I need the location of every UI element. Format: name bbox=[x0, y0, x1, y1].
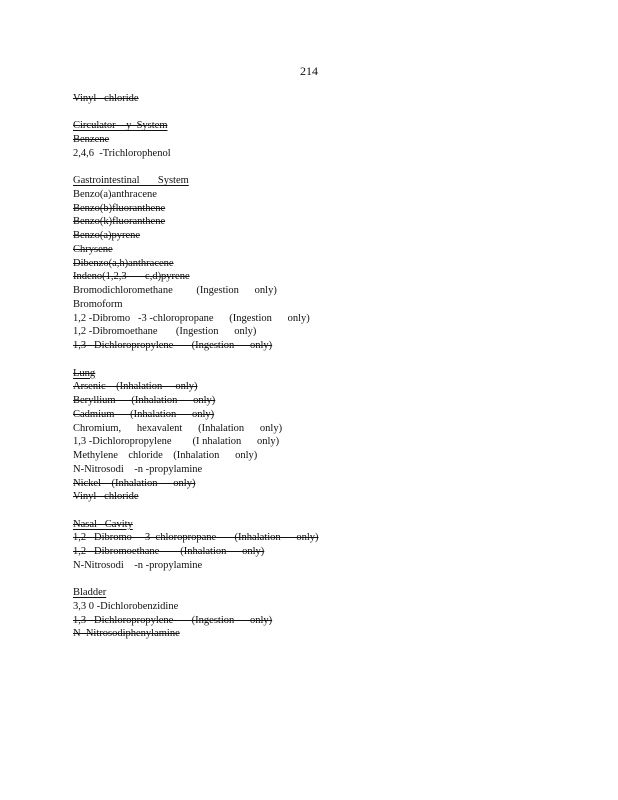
list-item-text: Nickel (Inhalation only) bbox=[73, 477, 196, 489]
list-item-text: Bromodichloromethane (Ingestion only) bbox=[73, 285, 277, 297]
list-item bbox=[73, 559, 553, 573]
list-item bbox=[73, 614, 553, 628]
list-item-text: 1,2 Dibromoethane (Inhalation only) bbox=[73, 546, 265, 558]
list-item-text: Dibenzo(a,h)anthracene bbox=[73, 257, 174, 269]
list-item-text: Benzo(k)fluoranthene bbox=[73, 216, 166, 228]
list-item bbox=[73, 312, 553, 326]
list-item-text: Methylene chloride (Inhalation only) bbox=[73, 450, 258, 462]
list-item bbox=[73, 188, 553, 202]
list-item-text: Chrysene bbox=[73, 243, 113, 255]
list-item-text: 1,2 -Dibromo -3 -chloropropane (Ingestion only) bbox=[73, 312, 310, 324]
list-item bbox=[73, 229, 553, 243]
list-item bbox=[73, 422, 553, 436]
section-heading bbox=[73, 586, 553, 600]
list-item bbox=[73, 133, 553, 147]
list-item bbox=[73, 257, 553, 271]
section-heading-text: Lung bbox=[73, 367, 96, 379]
list-item-text: Benzene bbox=[73, 134, 110, 146]
list-item-text: Vinyl chloride bbox=[73, 491, 139, 503]
list-item bbox=[73, 380, 553, 394]
list-item-text: 3,3 0 -Dichlorobenzidine bbox=[73, 600, 179, 612]
list-item bbox=[73, 92, 553, 106]
list-item bbox=[73, 545, 553, 559]
list-item bbox=[73, 243, 553, 257]
list-item-text: 1,2 -Dibromoethane (Ingestion only) bbox=[73, 326, 257, 338]
list-item-text: Indeno(1,2,3 c,d)pyrene bbox=[73, 271, 190, 283]
list-item bbox=[73, 270, 553, 284]
section-bladder bbox=[73, 586, 553, 641]
list-item bbox=[73, 600, 553, 614]
list-item bbox=[73, 627, 553, 641]
list-item-text: 1,3 -Dichloropropylene (I nhalation only) bbox=[73, 436, 280, 448]
list-item bbox=[73, 435, 553, 449]
list-item-text: Vinyl chloride bbox=[73, 93, 139, 104]
section-circulatory-system bbox=[73, 119, 553, 160]
list-item-text: N-Nitrosodi -n -propylamine bbox=[73, 463, 203, 475]
section-heading bbox=[73, 119, 553, 133]
section-heading bbox=[73, 518, 553, 532]
list-item bbox=[73, 463, 553, 477]
section-heading bbox=[73, 174, 553, 188]
list-item-text: Cadmium (Inhalation only) bbox=[73, 408, 215, 420]
list-item bbox=[73, 477, 553, 491]
list-item bbox=[73, 284, 553, 298]
section-heading-text: Gastrointestinal System bbox=[73, 175, 189, 187]
list-item-text: Arsenic (Inhalation only) bbox=[73, 381, 198, 393]
list-item-text: Beryllium (Inhalation only) bbox=[73, 395, 216, 407]
list-item bbox=[73, 449, 553, 463]
page-number: 214 bbox=[300, 64, 318, 78]
list-item bbox=[73, 408, 553, 422]
list-item-text: Benzo(a)pyrene bbox=[73, 230, 141, 242]
list-item bbox=[73, 531, 553, 545]
list-item bbox=[73, 147, 553, 161]
section-lung bbox=[73, 367, 553, 505]
list-item bbox=[73, 394, 553, 408]
list-item-text: 2,4,6 -Trichlorophenol bbox=[73, 147, 171, 159]
list-item bbox=[73, 325, 553, 339]
list-item-text: Chromium, hexavalent (Inhalation only) bbox=[73, 422, 283, 434]
list-item-text: Bromoform bbox=[73, 298, 123, 310]
list-item-text: N-Nitrosodi -n -propylamine bbox=[73, 559, 203, 571]
list-item-text: 1,2 Dibromo 3 chloropropane (Inhalation only) bbox=[73, 532, 319, 544]
section-nasal-cavity bbox=[73, 518, 553, 573]
list-item bbox=[73, 490, 553, 504]
list-item bbox=[73, 202, 553, 216]
chemical-list-document bbox=[73, 92, 553, 655]
section-gastrointestinal-system bbox=[73, 174, 553, 353]
list-item bbox=[73, 339, 553, 353]
list-item bbox=[73, 298, 553, 312]
section-heading-text: Nasal Cavity bbox=[73, 518, 133, 530]
list-item-text: Benzo(b)fluoranthene bbox=[73, 202, 166, 214]
list-item-text: N Nitrosodiphenylamine bbox=[73, 628, 180, 640]
list-item bbox=[73, 215, 553, 229]
section-vinyl-chloride-block bbox=[73, 92, 553, 106]
section-heading bbox=[73, 367, 553, 381]
section-heading-text: Circulator y System bbox=[73, 120, 168, 132]
list-item-text: Benzo(a)anthracene bbox=[73, 188, 157, 200]
list-item-text: 1,3 Dichloropropylene (Ingestion only) bbox=[73, 340, 273, 352]
section-heading-text: Bladder bbox=[73, 587, 107, 599]
list-item-text: 1,3 Dichloropropylene (Ingestion only) bbox=[73, 614, 273, 626]
